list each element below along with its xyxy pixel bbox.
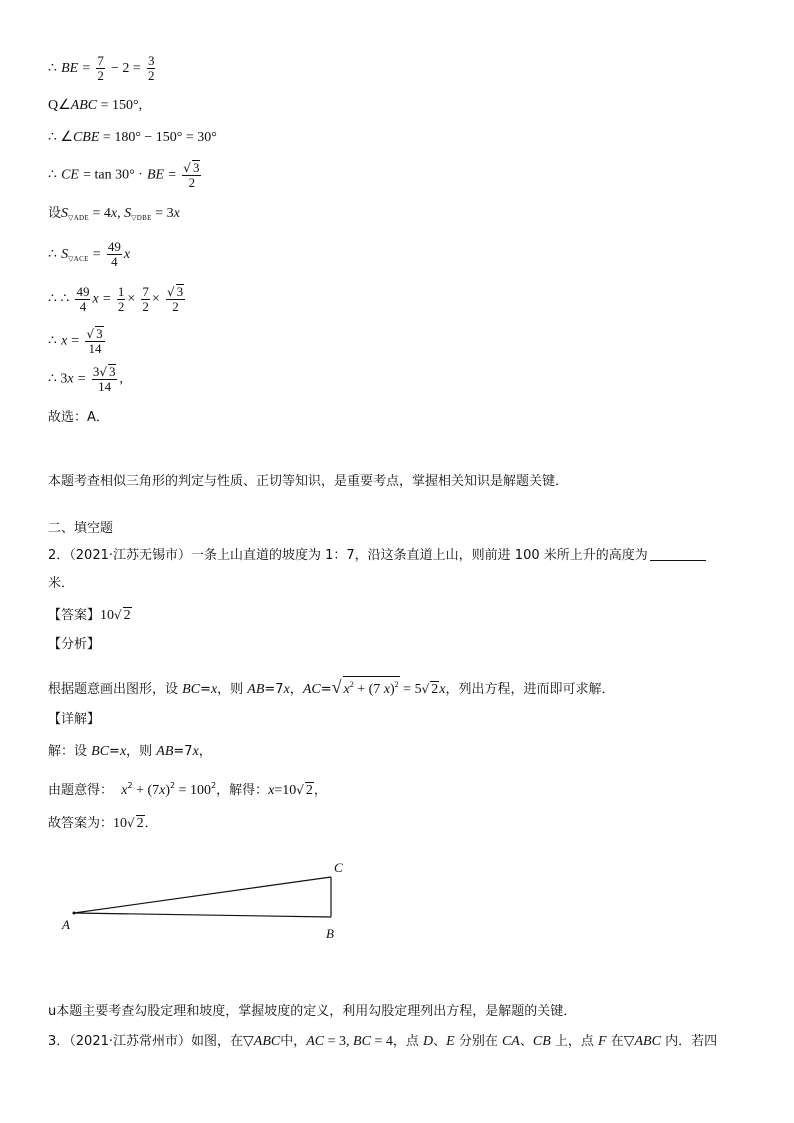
q2-sol-3: 故答案为：10√ 2． [48, 816, 158, 831]
segment-ab [74, 913, 331, 917]
q2-summary: u本题主要考查勾股定理和坡度，掌握坡度的定义，利用勾股定理列出方程，是解题的关键． [48, 1004, 577, 1019]
q2-unit: 米． [48, 576, 75, 591]
q2-stem: 2．（2021·江苏无锡市）一条上山直道的坡度为 1：7，沿这条直道上山，则前进 100 米所上升的高度为 [48, 548, 706, 564]
line-7: ∴ ∴ $\frac{49}{4}$ x = $\frac{1}{2}$ × $\frac{7}{2}$ × $\frac{√ 3}{2}$ [48, 283, 184, 314]
triangle-figure [50, 852, 370, 942]
line-4: ∴ CE = tan 30° · BE = $\frac{√ 3}{2}$ [48, 160, 200, 190]
line-3: ∴ ∠CBE = 180° − 150° = 30° [48, 130, 217, 145]
summary-1: 本题考查相似三角形的判定与性质、正切等知识，是重要考点，掌握相关知识是解题关键． [48, 474, 569, 489]
label-c: C [334, 860, 343, 875]
section-title: 二、填空题 [48, 521, 114, 536]
q2-analysis-label: 【分析】 [48, 637, 101, 652]
line-2: Q∠ABC = 150°, [48, 98, 143, 113]
label-a: A [62, 917, 70, 932]
line-9: ∴ 3x = $\frac{3√ 3}{14}$ , [48, 364, 123, 394]
line-1: ∴ BE = $\frac{7}{2}$ − 2 = $\frac{3}{2}$ [48, 53, 155, 83]
point-a [73, 912, 76, 915]
label-b: B [326, 926, 334, 941]
line-6: ∴ $S_{▽ACE}$ = $\frac{49}{4}$ x [48, 239, 131, 269]
q2-detail-label: 【详解】 [48, 712, 101, 727]
segment-ac [74, 877, 331, 913]
q2-sol-1: 解：设 BC=x，则 AB=7x， [48, 744, 212, 759]
line-8: ∴ x = $\frac{√ 3}{14}$ [48, 326, 103, 356]
line-5: 设$S_{▽ADE} = 4x$, $S_{▽DBE} = 3x$ [48, 206, 180, 222]
q2-answer: 【答案】10√ 2 [48, 608, 131, 623]
q2-analysis: 根据题意画出图形，设 BC=x，则 AB=7x，AC=√ $x^2 + (7$ x)$^2$ = 5√ 2x，列出方程，进而即可求解． [48, 677, 615, 697]
answer-blank [650, 548, 706, 561]
q3-stem: 3．（2021·江苏常州市）如图，在▽ABC中，AC = 3, BC = 4，点 D、E 分别在 CA、CB 上，点 F 在▽ABC 内．若四 [48, 1034, 718, 1049]
line-10: 故选：A． [48, 410, 109, 425]
q2-sol-2: 由题意得： $x^2 + (7x)^2 = 100^2$，解得：x=10√ 2， [48, 781, 327, 798]
